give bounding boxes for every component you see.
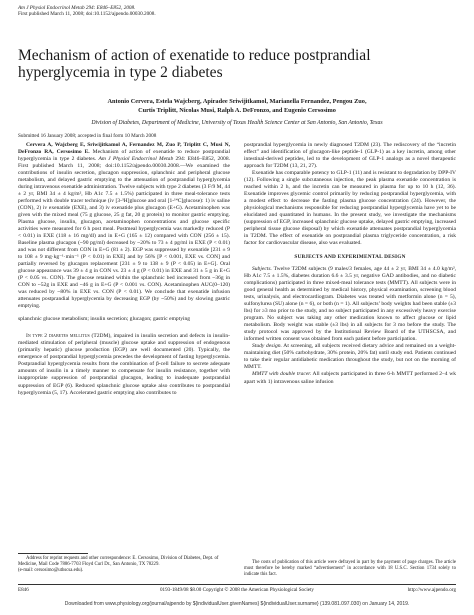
section-heading: SUBJECTS AND EXPERIMENTAL DESIGN: [294, 254, 406, 261]
mmtt-paragraph: [244, 371, 456, 385]
page-number: E846: [18, 587, 29, 593]
mmtt-body: All subjects participated in three 6-h MMTT performed 2–4 wk apart with 1) intravenous saline infusion: [244, 371, 457, 385]
author-line-2: Curtis Triplitt, Nicolas Musi, Ralph A. DeFronzo, and Eugenio Cersosimo: [138, 106, 336, 114]
affiliation: Division of Diabetes, Department of Medicine, University of Texas Health Science Center at San Antonio, San Antonio, Texas: [91, 120, 383, 126]
right-column: [244, 142, 456, 386]
author-line-1: Antonio Cervera, Estela Wajcberg, Apiradee Sriwijitkamol, Marianella Fernandez, Pengou Zuo,: [107, 98, 367, 105]
bottom-rule-line: [18, 584, 456, 585]
abstract-lead-title: Mechanism of action of exenatide to reduce postprandial hyperglycemia in type 2 diabetes.: [18, 149, 230, 163]
abstract-body: 294: E846–E852, 2008. First published March 11, 2008; doi:10.1152/ajpendo.00030.2008.—We examined the contributions of insulin secretion, glucagon suppression, splanchnic and peripheral glucose metabolism, and delayed gastric emptying to the attenuation of postprandial hyperglycemia during intravenous exenatide administration. Twelve subjects with type 2 diabetes (3 F/9 M, 44 ± 2 yr, BMI 34 ± 4 kg/m², Hb A1c 7.5 ± 1.5%) participated in three meal-tolerance tests performed with double tracer technique (iv [3-³H]glucose and oral [1-¹⁴C]glucose): 1) iv saline (CON), 2) iv exenatide (EXE), and 3) iv exenatide plus glucagon (E+G). Acetaminophen was given with the mixed meal (75 g glucose, 25 g fat, 20 g protein) to monitor gastric emptying. Plasma glucose, insulin, glucagon, acetaminophen concentrations and glucose specific activities were measured for 6 h post meal. Postmeal hyperglycemia was markedly reduced (P < 0.01) in EXE (118 ± 16 mg/dl) and in E+G (165 ± 12) compared with CON (256 ± 15). Baseline plasma glucagon (~90 pg/ml) decreased by ~20% to 73 ± 4 pg/ml in EXE (P < 0.01) and was not different from CON in E+G (81 ± 2). EGP was suppressed by exenatide [231 ± 9 to 108 ± 9 mg·kg⁻¹·min⁻¹ (P < 0.01) in EXE] and by 56% [P < 0.001, EXE vs. CON] and partially reversed by glucagon replacement [231 ± 9 to 138 ± 9 (P < 0.05) in E+G]. Oral glucose appearance was 39 ± 4 g in CON vs. 23 ± 4 g (P < 0.01) in EXE and 31 ± 5 g in E+G (P < 0.05 vs. CON). The glucose retained within the splanchnic bed increased from ~36g in CON to ~52g in EXE and ~46 g in E+G (P < 0.001 vs. CON). Acetaminophen AUC(0–120) was reduced by ~80% in EXE vs. CON (P < 0.01). We conclude that exenatide infusion attenuates postprandial hyperglycemia by decreasing EGP (by ~50%) and by slowing gastric emptying.: [18, 156, 230, 310]
abstract-lead-authors: Cervera A, Wajcberg E, Sriwijitkamol A, Fernandez M, Zuo P, Triplitt C, Musi N, DeFronzo RA, Cersosimo E.: [18, 142, 230, 156]
study-design-body: At screening, all subjects received dietary advice and remained on a weight-maintaining diet (50% carbohydrate, 30% protein, 20% fat) until study end. Patients continued to take their regular antidiabetic medication throughout the study, but not on the morning of MMTT.: [244, 343, 456, 371]
intro-continued: postprandial hyperglycemia in newly diagnosed T2DM (23). The rediscovery of the “incretin effect” and identification of glucagon-like peptide-1 (GLP-1) as a key incretin, among other intestinal-derived peptides, led to the development of GLP-1 analogs as a novel therapeutic approach for T2DM (13, 21, 27).: [244, 142, 456, 170]
subjects-body: Twelve T2DM subjects (9 males/3 females, age 44 ± 2 yr, BMI 34 ± 4.0 kg/m², Hb A1c 7.5 ± 1.5%, diabetes duration 6.6 ± 3.5 yr, negative GAD antibodies, and no diabetic complications) participated in three mixed-meal tolerance tests (MMTT). All subjects were in good general health as determined by medical history, physical examination, screening blood tests, urinalysis, and electrocardiogram. Diabetes was treated with metformin alone (n = 5), sulfonylurea (SU) alone (n = 6), or both (n = 1). All subjects’ body weights had been stable (±3 lbs) for ≥3 mo prior to the study, and no subject participated in any excessively heavy exercise program. No subject was taking any other medication known to affect glucose or lipid metabolism. Body weight was stable (±3 lbs) in all subjects for 3 mo before the study. The study protocol was approved by the Institutional Review Board of the UTHSCSA, and informed written consent was obtained from each patient before participation.: [244, 266, 456, 343]
footnote-rule: [18, 553, 88, 554]
reprint-address: Address for reprint requests and other correspondence: E. Cersosimo, Division of Diabetes, Dept. of Medicine, Mail Code 7886-7703 Floyd Curl Dr., San Antonio, TX 78229.: [18, 556, 219, 567]
submission-dates: Submitted 16 January 2008; accepted in final form 10 March 2008: [18, 133, 157, 139]
bottom-rule: [18, 584, 456, 585]
exenatide-paragraph: Exenatide has comparable potency to GLP-1 (11) and is resistant to degradation by DPP-IV (12). Following a single subcutaneous injection, the peak plasma exenatide concentration is reached within 2 h, and the incretin can be measured in plasma for up to 10 h (12, 36). Exenatide improves glycemic control primarily by reducing postprandial hyperglycemia, with a modest effect to decrease the fasting plasma glucose concentration (24). However, the physiological mechanisms responsible for reducing postprandial hyperglycemia have yet to be elucidated and quantitated in humans. In the present study, we investigate the mechanisms (suppression of EGP, increased splanchnic glucose uptake, delayed gastric emptying, increased peripheral tissue glucose disposal) by which exenatide attenuates postprandial hyperglycemia in T2DM. The effect of exenatide on postprandial plasma triglyceride concentration, a risk factor for cardiovascular disease, also was evaluated.: [244, 170, 456, 247]
download-stamp: Downloaded from www.physiology.org/journal/ajpendo by ${individualUser.givenNames} ${individualUser.surname} (139.081.097.030) on January 14, 2019.: [64, 601, 410, 607]
correspondence-email[interactable]: (e-mail: cersosimo@uthscsa.edu).: [18, 568, 84, 573]
journal-url[interactable]: http://www.ajpendo.org: [407, 587, 456, 593]
left-footnote: [18, 553, 230, 574]
running-header: [18, 5, 156, 18]
article-title: Mechanism of action of exenatide to reduce postprandial hyperglycemia in type 2 diabetes: [18, 47, 371, 81]
intro-lead: In type 2 diabetes mellitus: [26, 333, 90, 340]
license-text: The costs of publication of this article were defrayed in part by the payment of page charges. The article must therefore be hereby marked “advertisement” in accordance with 18 U.S.C. Section 1734 solely to indicate this fact.: [244, 560, 456, 577]
abstract-journal: Am J Physiol Endocrinol Metab: [98, 156, 174, 163]
intro-paragraph: [18, 333, 230, 396]
subjects-paragraph: [244, 266, 456, 343]
study-design-paragraph: [244, 343, 456, 371]
mmtt-heading: MMTT with double tracer.: [252, 371, 312, 378]
subjects-heading: Subjects.: [252, 266, 272, 273]
study-design-heading: Study design.: [252, 343, 282, 350]
keywords: splanchnic glucose metabolism; insulin secretion; glucagon; gastric emptying: [18, 316, 191, 323]
author-list: [0, 98, 474, 115]
page-charge-note: [244, 560, 456, 578]
issn-copyright: 0193-1849/08 $8.00 Copyright © 2008 the American Physiological Society: [160, 587, 314, 593]
header-first-published: First published March 11, 2008; doi:10.1152/ajpendo.00030.2008.: [18, 11, 156, 18]
left-column: [18, 142, 230, 397]
header-citation: Am J Physiol Endocrinol Metab 294: E846–E852, 2008.: [18, 5, 136, 11]
abstract: [18, 142, 230, 310]
intro-body: (T2DM), impaired in insulin secretion and defects in insulin-mediated stimulation of peripheral (muscle) glucose uptake and suppression of endogenous (primarily hepatic) glucose production (EGP) are well documented (20). Typically, the emergence of postprandial hyperglycemia precedes the development of fasting hyperglycemia. Postprandial hyperglycemia results from the combination of β-cell failure to secrete adequate amounts of insulin in a timely manner to compensate for insulin resistance, together with inappropriate suppression of postprandial glucagon, leading to inadequate postprandial suppression of EGP (6). Reduced splanchnic glucose uptake also contributes to postprandial hyperglycemia (5, 17). Accelerated gastric emptying also contributes to: [18, 333, 230, 396]
